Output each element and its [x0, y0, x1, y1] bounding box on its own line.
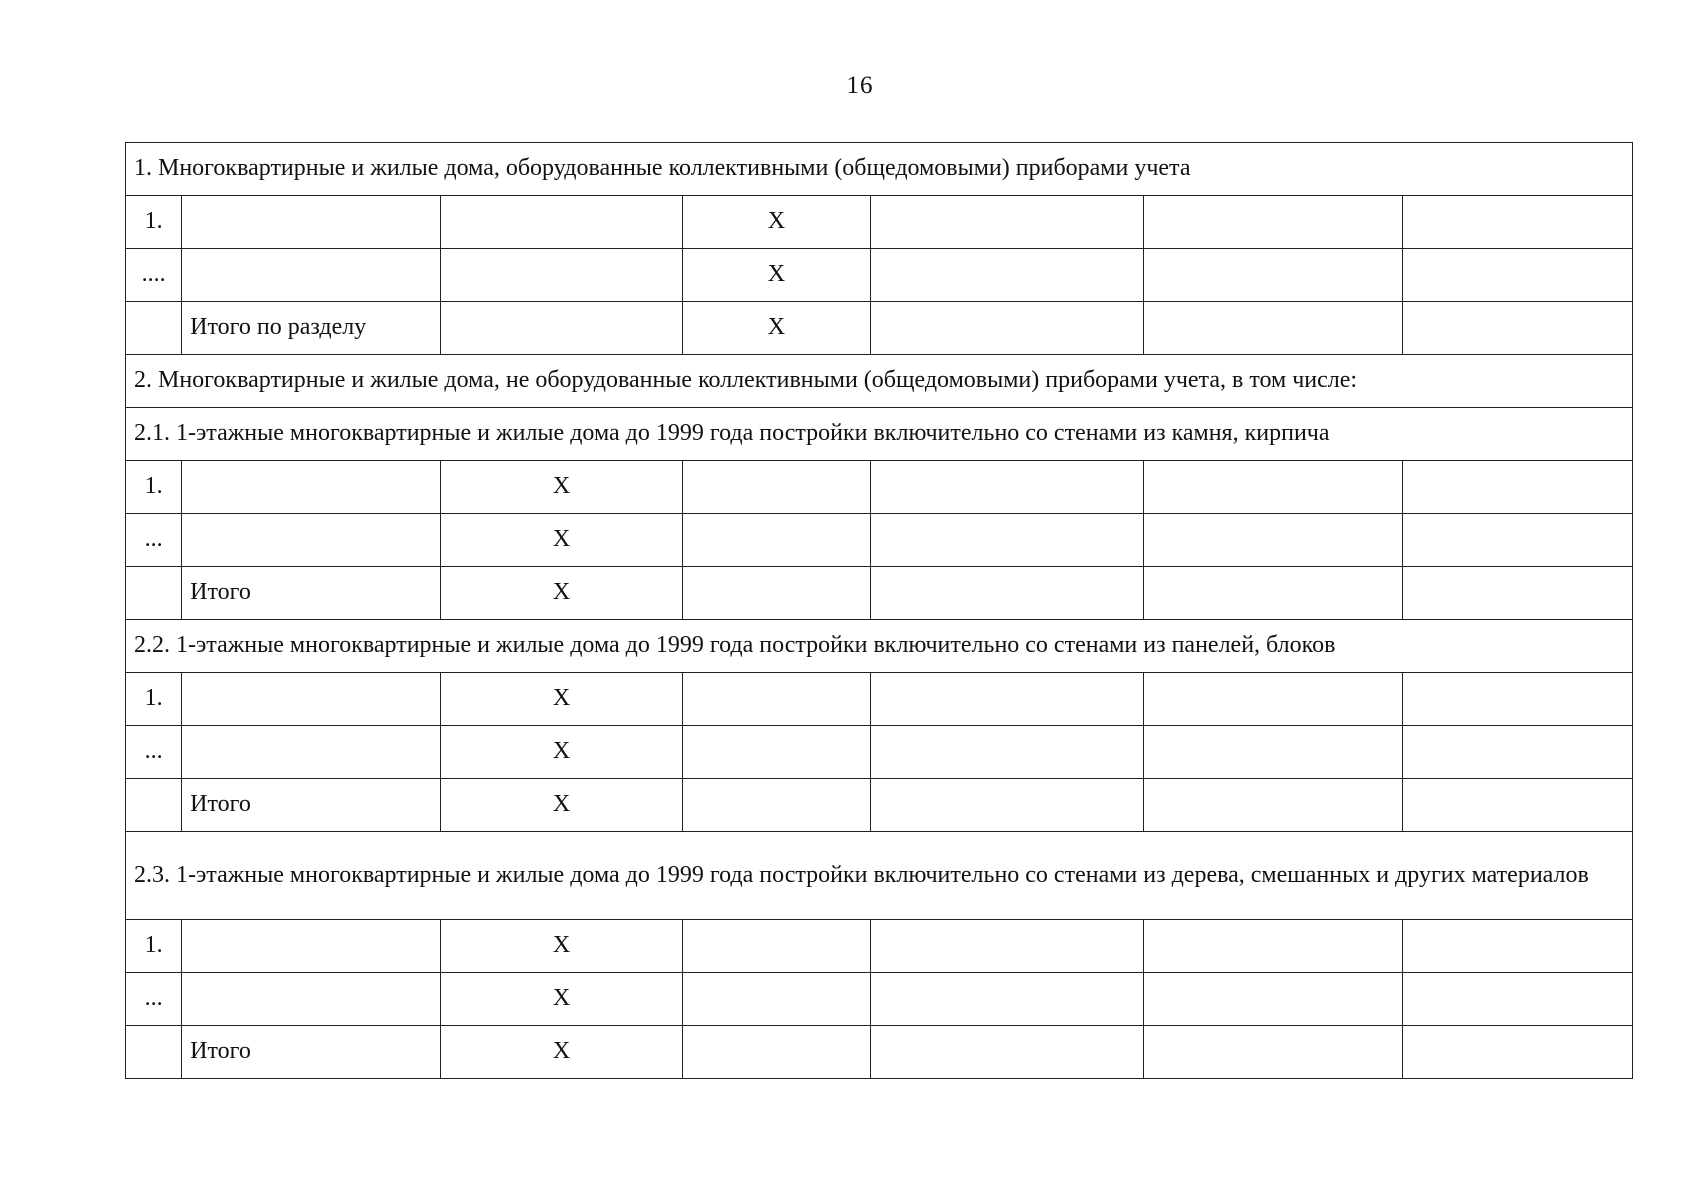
table-cell: [870, 514, 1143, 567]
table-cell: [1402, 196, 1632, 249]
x-mark: X: [682, 249, 870, 302]
section-header-row: [126, 143, 1633, 196]
row-number: ...: [126, 973, 182, 1026]
table-cell: [682, 461, 870, 514]
row-label: [182, 461, 441, 514]
row-label: [182, 249, 441, 302]
table-cell: [870, 920, 1143, 973]
table-row: [126, 1026, 1633, 1079]
section-title: 2. Многоквартирные и жилые дома, не оборудованные коллективными (общедомовыми) приборами учета, в том числе:: [126, 355, 1633, 408]
table-cell: [870, 302, 1143, 355]
table-cell: [1143, 514, 1402, 567]
section-header-row: [126, 408, 1633, 461]
table-cell: [1402, 726, 1632, 779]
row-number: 1.: [126, 920, 182, 973]
x-mark: X: [441, 726, 683, 779]
table-cell: [870, 779, 1143, 832]
table-row: [126, 196, 1633, 249]
section-header-row: [126, 620, 1633, 673]
table-cell: [1143, 920, 1402, 973]
table-row: [126, 567, 1633, 620]
table-cell: [682, 1026, 870, 1079]
row-number: 1.: [126, 461, 182, 514]
table-cell: [1402, 920, 1632, 973]
table-cell: [870, 567, 1143, 620]
table-row: [126, 461, 1633, 514]
table-cell: [682, 567, 870, 620]
table-row: [126, 920, 1633, 973]
table-cell: [870, 973, 1143, 1026]
table-cell: [1143, 779, 1402, 832]
row-number: [126, 567, 182, 620]
row-label: Итого: [182, 779, 441, 832]
row-number: ...: [126, 726, 182, 779]
section-title: 2.3. 1-этажные многоквартирные и жилые дома до 1999 года постройки включительно со стенами из дерева, смешанных и других материалов: [126, 832, 1633, 920]
table-cell: [441, 302, 683, 355]
row-label: [182, 726, 441, 779]
table-cell: [1143, 567, 1402, 620]
section-title: 1. Многоквартирные и жилые дома, оборудованные коллективными (общедомовыми) приборами учета: [126, 143, 1633, 196]
table-cell: [1402, 973, 1632, 1026]
table-cell: [1402, 302, 1632, 355]
table-row: [126, 973, 1633, 1026]
x-mark: X: [441, 1026, 683, 1079]
row-number: [126, 302, 182, 355]
x-mark: X: [441, 567, 683, 620]
table-cell: [870, 461, 1143, 514]
table-cell: [1402, 1026, 1632, 1079]
row-label: Итого: [182, 1026, 441, 1079]
table-cell: [682, 514, 870, 567]
table-cell: [441, 249, 683, 302]
x-mark: X: [441, 514, 683, 567]
table-cell: [870, 673, 1143, 726]
table-cell: [1143, 249, 1402, 302]
row-number: [126, 1026, 182, 1079]
table-cell: [1143, 1026, 1402, 1079]
table-cell: [682, 920, 870, 973]
row-number: 1.: [126, 196, 182, 249]
table-row: [126, 779, 1633, 832]
section-title: 2.2. 1-этажные многоквартирные и жилые дома до 1999 года постройки включительно со стенами из панелей, блоков: [126, 620, 1633, 673]
table-cell: [1143, 973, 1402, 1026]
row-label: [182, 673, 441, 726]
page-number: 16: [846, 72, 874, 99]
x-mark: X: [441, 673, 683, 726]
row-number: ...: [126, 514, 182, 567]
row-number: ....: [126, 249, 182, 302]
table-cell: [870, 726, 1143, 779]
table-cell: [1402, 779, 1632, 832]
table-cell: [1402, 461, 1632, 514]
x-mark: X: [682, 302, 870, 355]
row-label: [182, 920, 441, 973]
row-label: [182, 196, 441, 249]
table-cell: [870, 1026, 1143, 1079]
table-row: [126, 249, 1633, 302]
table-cell: [682, 673, 870, 726]
table-cell: [870, 196, 1143, 249]
x-mark: X: [682, 196, 870, 249]
table-row: [126, 673, 1633, 726]
table-cell: [1143, 302, 1402, 355]
table-cell: [1143, 461, 1402, 514]
table-cell: [1402, 514, 1632, 567]
table-row: [126, 302, 1633, 355]
table-cell: [682, 726, 870, 779]
table-row: [126, 726, 1633, 779]
table-cell: [1402, 249, 1632, 302]
x-mark: X: [441, 779, 683, 832]
table-cell: [1143, 673, 1402, 726]
x-mark: X: [441, 973, 683, 1026]
row-number: 1.: [126, 673, 182, 726]
table-row: [126, 514, 1633, 567]
report-table: [125, 142, 1633, 1079]
table-cell: [870, 249, 1143, 302]
table-cell: [682, 779, 870, 832]
row-number: [126, 779, 182, 832]
section-header-row: [126, 832, 1633, 920]
section-header-row: [126, 355, 1633, 408]
table-cell: [1402, 567, 1632, 620]
table-cell: [441, 196, 683, 249]
x-mark: X: [441, 920, 683, 973]
x-mark: X: [441, 461, 683, 514]
row-label: [182, 514, 441, 567]
table-cell: [682, 973, 870, 1026]
section-title: 2.1. 1-этажные многоквартирные и жилые дома до 1999 года постройки включительно со стенами из камня, кирпича: [126, 408, 1633, 461]
table-cell: [1143, 726, 1402, 779]
table-cell: [1143, 196, 1402, 249]
row-label: Итого: [182, 567, 441, 620]
row-label: [182, 973, 441, 1026]
table-cell: [1402, 673, 1632, 726]
row-label: Итого по разделу: [182, 302, 441, 355]
